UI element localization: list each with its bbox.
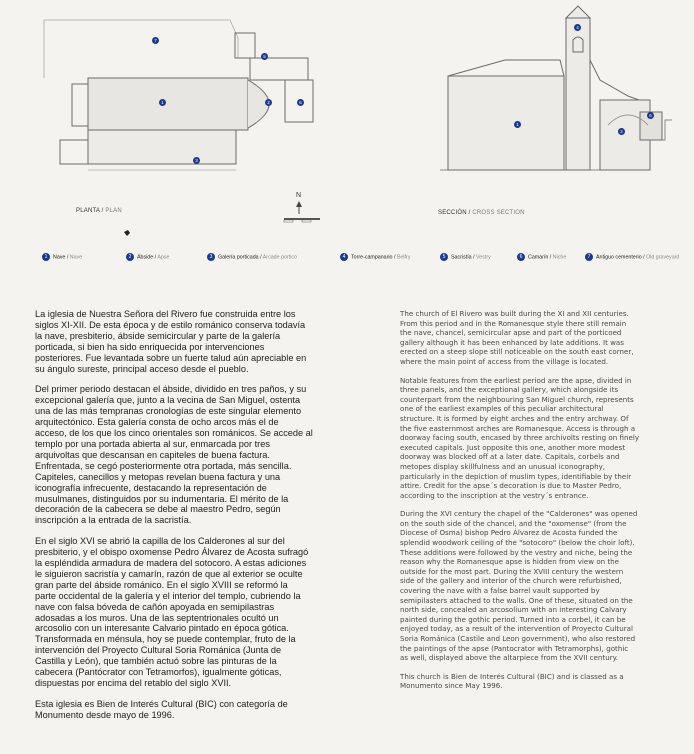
plan-marker-6: 6: [297, 99, 304, 106]
spanish-text-line: su ángulo sureste, principal acceso desde el pueblo.: [35, 363, 249, 374]
english-text-line: Monumento since May 1996.: [400, 681, 503, 691]
legend-item-vestry: [440, 253, 491, 261]
english-text-line: Diocese of Osma) bishop Pedro Álvarez de Acosta funded the: [400, 528, 618, 538]
spanish-text-line: templo por una portada abierta al sur, enmarcada por tres: [35, 438, 270, 449]
legend-label: Galería porticada /: [218, 254, 262, 261]
english-text-line: three panels, and the exceptional gallery, which alongside its: [400, 385, 619, 395]
english-text-line: covering the nave with a false barrel vault supported by: [400, 586, 600, 596]
spanish-text-line: arquitectónico. Esta galería consta de ocho arcos más el de: [35, 417, 279, 428]
spanish-text-line: nave con falsa bóveda de cañón apoyada en semipilastras: [35, 601, 275, 612]
english-text-line: where the main point of access from the village is located.: [400, 356, 609, 366]
english-text-line: according to the inscription at the vestry´s entrance.: [400, 490, 589, 500]
north-arrow: [296, 201, 302, 214]
legend-number: 4: [340, 253, 348, 261]
spanish-text-line: parte occidental de la galería y el interior del templo, cubriendo la: [35, 590, 301, 601]
north-label: N: [296, 192, 302, 199]
section-marker-1: 1: [514, 121, 521, 128]
english-text-line: executed capitals. Just opposite this one, another more modest: [400, 442, 626, 452]
spanish-text-line: decoración de la cabecera se debe al maestro Pedro, según: [35, 504, 281, 515]
english-text-line: enjoyed today, as a result of the intervention of Proyecto Cultural: [400, 624, 633, 634]
english-text-line: counterpart from the neighbouring San Miguel church, represents: [400, 394, 634, 404]
english-text-line: erected on a steep slope still noticeable on the south east corner,: [400, 347, 634, 357]
spanish-text-line: En el siglo XVI se abrió la capilla de los Calderones al sur del: [35, 536, 285, 547]
english-text-line: semipilasters attached to the walls. One of these, situated on the: [400, 595, 633, 605]
legend-label: Sacristía /: [451, 254, 475, 261]
english-text-line: gallery although it has been enhanced by late additions. It was: [400, 337, 624, 347]
english-text-line: particularly in the depiction of muslim types, identifiable by their: [400, 471, 632, 481]
legend-number: 6: [517, 253, 525, 261]
english-text-line: Notable features from the earliest period are the apse, divided in: [400, 375, 632, 385]
english-text-line: side of the gallery and interior of the church were refurbished,: [400, 576, 622, 586]
legend-item-niche: [517, 253, 566, 261]
legend-item-portico: [207, 253, 297, 261]
plan-caption-main: PLANTA /: [76, 208, 104, 214]
spanish-text-line: La iglesia de Nuestra Señora del Rivero fue construida entre los: [35, 309, 296, 319]
legend-sub: Vestry: [476, 254, 491, 261]
legend-label: Nave /: [53, 254, 69, 261]
spanish-text-line: Enfrentada, se cegó posteriormente otra portada, más sencilla.: [35, 460, 292, 471]
legend-number: 2: [126, 253, 134, 261]
plan-marker-7: 7: [152, 37, 159, 44]
spanish-text-line: la espléndida armadura de madera del sotocoro. A estas adiciones: [35, 558, 307, 569]
plan-marker-3: 3: [193, 157, 200, 164]
plan-marker-1: 1: [159, 99, 166, 106]
english-text-line: attire. Credit for the apse´s decoration is due to Master Pedro,: [400, 481, 622, 491]
spanish-text-line: porticada, si bien ha sido enriquecida por intervenciones: [35, 341, 265, 352]
spanish-text-line: le siguieron sacristía y camarín, razón de que al exterior se oculte: [35, 568, 303, 579]
legend: [42, 253, 694, 265]
english-text-line: as well, displayed above the altarpiece from the XVII century.: [400, 653, 619, 663]
spanish-text-line: inscripción a la entrada de la sacristía.: [35, 515, 192, 526]
legend-item-belfry: [340, 253, 410, 261]
spanish-text-line: Monumento desde mayo de 1996.: [35, 709, 175, 720]
english-text-line: splendid woodwork ceiling of the "sotocoro" (below the choir loft).: [400, 538, 635, 548]
english-text-column: [400, 309, 694, 700]
english-text-line: During the XVI century the chapel of the "Calderones" was opened: [400, 509, 638, 519]
spanish-text-line: arquivoltas que descansan en capiteles de buena factura.: [35, 449, 270, 460]
section-caption-main: SECCIÓN /: [438, 210, 471, 216]
spanish-text-line: adosadas a los muros. Una de las septentrionales ocultó un: [35, 612, 279, 623]
section-marker-4: 4: [574, 24, 581, 31]
english-text-line: structure. It is formed by eight arches and the entry archway. Of: [400, 413, 629, 423]
english-paragraph: [400, 309, 694, 367]
english-paragraph: [400, 509, 694, 663]
spanish-text-line: Capiteles, canecillos y metopas revelan buena factura y una: [35, 471, 281, 482]
spanish-text-line: cabecera (Pantócrator con Tetramorfos), igualmente góticas,: [35, 667, 282, 678]
english-text-line: These additions were followed by the vestry and niche, being the: [400, 547, 633, 557]
spanish-text-line: musulmanes, distinguidos por su indumentaria. El mérito de la: [35, 493, 289, 504]
spanish-paragraph: [35, 699, 365, 721]
cross-section: [440, 6, 672, 170]
english-text-line: painted during the gothic period. Turned into a corbel, it can be: [400, 614, 626, 624]
spanish-text-line: gran parte del ábside románico. En el siglo XVIII se reformó la: [35, 579, 288, 590]
english-paragraph: [400, 376, 694, 501]
legend-number: 7: [585, 253, 593, 261]
legend-sub: Old graveyard: [646, 254, 680, 261]
spanish-text-line: Castilla y León), que también actuó sobre las pinturas de la: [35, 656, 277, 667]
ink-mark: [124, 230, 130, 236]
english-text-line: This church is Bien de Interés Cultural (BIC) and is classed as a: [400, 671, 624, 681]
legend-item-graveyard: [585, 253, 679, 261]
legend-sub: Apse: [157, 254, 170, 261]
spanish-text-line: iconografía infrecuente, destacando la representación de: [35, 482, 267, 493]
english-text-line: the paintings of the apse (Pantocrator with Tetramorphs), gothic: [400, 643, 629, 653]
spanish-text-line: la nave, presbiterio, ábside semicircular y parte de la galería: [35, 330, 281, 341]
scale-bar: [284, 218, 320, 222]
english-text-line: doorway was blocked off at a later date. Capitals, corbels and: [400, 452, 620, 462]
plan-marker-5: 5: [261, 53, 268, 60]
english-text-line: The church of El Rivero was built during the XI and XII centuries.: [400, 309, 629, 318]
spanish-text-line: arcosolio con un interesante Calvario pintado en época gótica.: [35, 623, 289, 634]
section-caption-sub: CROSS SECTION: [472, 210, 525, 216]
plan-marker-2: 2: [265, 99, 272, 106]
legend-label: Ábside /: [137, 254, 157, 261]
section-marker-2: 2: [618, 128, 625, 135]
spanish-paragraph: [35, 384, 365, 526]
legend-sub: Nave: [69, 254, 83, 261]
spanish-paragraph: [35, 309, 365, 374]
spanish-text-line: Del primer periodo destacan el ábside, dividido en tres paños, y su: [35, 384, 307, 395]
spanish-text-line: presbiterio, y el obispo oxomense Pedro Álvarez de Acosta sufragó: [35, 547, 309, 558]
spanish-text-line: una de las más tempranas cronologías de este singular elemento: [35, 406, 302, 417]
spanish-text-line: posteriores. Fue levantada sobre un fuerte talud aún apreciable en: [35, 352, 307, 363]
section-marker-6: 6: [647, 112, 654, 119]
english-text-line: north side, concealed an arcosolium with an interesting Calvary: [400, 605, 627, 615]
spanish-text-line: dispuestas por encima del retablo del siglo XVII.: [35, 678, 232, 688]
legend-number: 3: [207, 253, 215, 261]
floor-plan: [44, 20, 313, 170]
spanish-text-column: [35, 309, 365, 731]
legend-number: 5: [440, 253, 448, 261]
legend-label: Camarín /: [528, 254, 552, 261]
english-text-line: doorway facing south, encased by three archivolts resting on finely: [400, 433, 640, 443]
spanish-paragraph: [35, 536, 365, 689]
legend-item-apse: [126, 253, 169, 261]
english-text-line: reason why the Romanesque apse is hidden from view on the: [400, 557, 620, 567]
legend-item-nave: [42, 253, 82, 261]
english-text-line: one of the earliest examples of this peculiar architectural: [400, 404, 604, 414]
spanish-text-line: siglos XI-XII. De esta época y de estilo románico conserva todavía: [35, 319, 306, 330]
english-text-line: outside for the most part. During the XVIII century the western: [400, 566, 624, 576]
spanish-text-line: acceso, de los que los cinco orientales son románicos. Se accede al: [35, 428, 313, 439]
english-paragraph: [400, 672, 694, 691]
english-text-line: Soria Románica (Castile and Leon government), who also restored: [400, 634, 636, 643]
legend-label: Torre-campanario /: [351, 254, 396, 261]
spanish-text-line: Esta iglesia es Bien de Interés Cultural (BIC) con categoría de: [35, 698, 288, 709]
section-caption: [438, 210, 525, 216]
legend-number: 1: [42, 253, 50, 261]
english-text-line: From this period and in the Romanesque style there still remain: [400, 318, 627, 328]
legend-sub: Arcade portico: [262, 254, 297, 261]
english-text-line: the five easternmost arches are Romanesque. Access is through a: [400, 423, 636, 433]
spanish-text-line: excepcional galería que, junto a la vecina de San Miguel, ostenta: [35, 395, 301, 406]
legend-sub: Niche: [552, 254, 567, 261]
spanish-text-line: intervención del Proyecto Cultural Soria Románica (Junta de: [35, 645, 282, 656]
english-text-line: on the south side of the chancel, and the "oxomense" (from the: [400, 518, 627, 528]
english-text-line: the nave, chancel, semicircular apse and part of the porticoed: [400, 328, 622, 338]
plan-caption: [76, 208, 122, 214]
english-text-line: metopes display skillfulness and an unusual iconography,: [400, 461, 606, 471]
legend-sub: Belfry: [396, 254, 411, 261]
plan-caption-sub: PLAN: [105, 208, 122, 214]
legend-label: Antiguo cementerio /: [596, 254, 645, 261]
spanish-text-line: Transformada en ménsula, hoy se puede contemplar, fruto de la: [35, 634, 296, 645]
